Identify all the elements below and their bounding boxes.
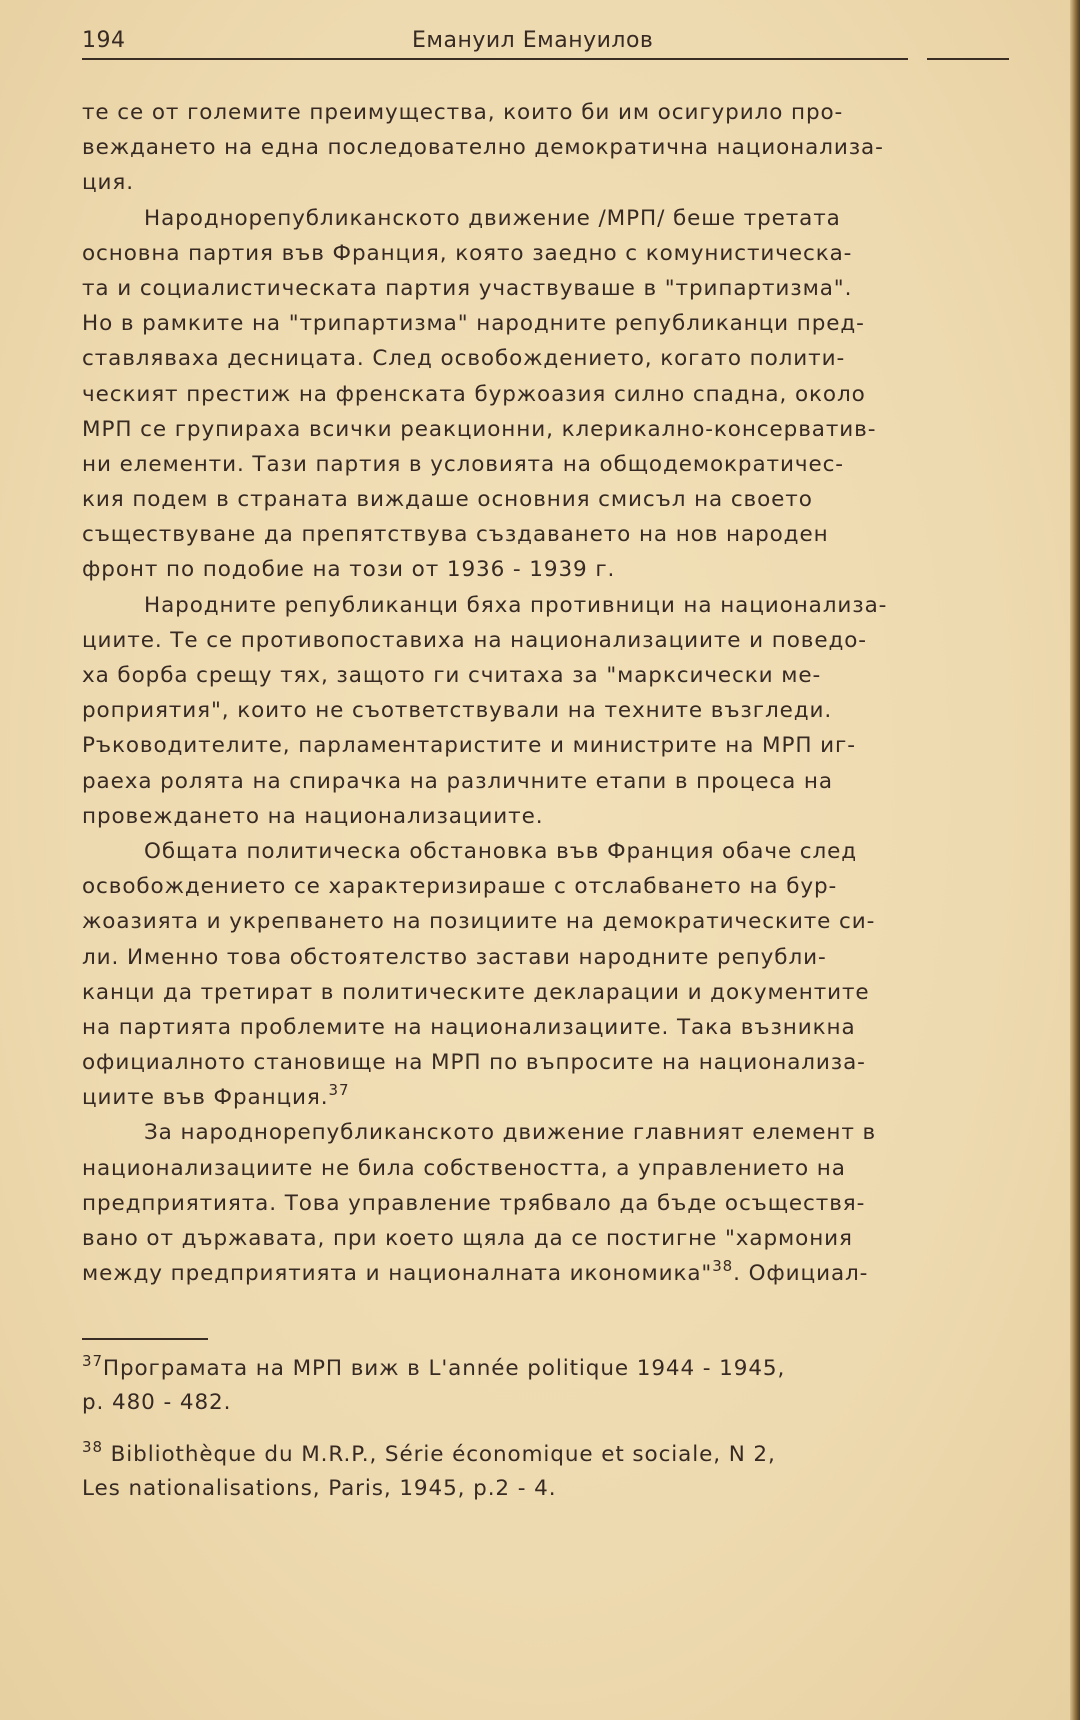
footnote-37 <box>82 1352 1020 1386</box>
footnote-text: Програмата на МРП виж в L'année politique 1944 - 1945, <box>102 1356 786 1381</box>
footnote-mark: 37 <box>82 1352 103 1370</box>
text-line: ция. <box>82 170 134 196</box>
footnote-rule <box>82 1338 208 1340</box>
text-line: вано от държавата, при което щяла да се постигне "хармония <box>82 1226 853 1251</box>
text-line: циите. Те се противопоставиха на национализациите и поведо- <box>82 627 867 653</box>
text-line: Но в рамките на "трипартизма" народните републиканци пред- <box>82 311 865 337</box>
footnote-reference-38[interactable]: 38 <box>712 1257 734 1276</box>
text-line: основна партия във Франция, която заедно с комунистическа- <box>82 240 853 266</box>
footnote-38-continued: Les nationalisations, Paris, 1945, p.2 - 4. <box>82 1476 557 1501</box>
header-rule-short <box>927 58 1009 60</box>
text-segment: циите във Франция. <box>82 1085 329 1111</box>
text-line: жоазията и укрепването на позициите на демократическите си- <box>82 909 876 935</box>
text-line: ли. Именно това обстоятелство застави народните републи- <box>82 944 827 970</box>
text-line: МРП се групираха всички реакционни, клерикално-консерватив- <box>82 416 877 442</box>
paragraph-start: Народнорепубликанското движение /МРП/ беше третата <box>144 205 841 231</box>
running-head: Емануил Емануилов <box>412 28 654 53</box>
text-line: кия подем в страната виждаше основния смисъл на своето <box>82 487 813 513</box>
paragraph-start: За народнорепубликанското движение главният елемент в <box>144 1120 877 1146</box>
text-line: провеждането на национализациите. <box>82 803 544 829</box>
text-line: веждането на една последователно демократична национализа- <box>82 135 884 161</box>
text-line: официалното становище на МРП по въпросите на национализа- <box>82 1050 866 1076</box>
page-edge-shadow <box>1070 0 1080 1720</box>
text-line: канци да третират в политическите декларации и документите <box>82 979 870 1005</box>
text-line-with-footnote <box>82 1256 1020 1291</box>
text-line: освобождението се характеризираше с отслабването на бур- <box>82 874 838 900</box>
text-line: те се от големите преимущества, които би им осигурило про- <box>82 100 844 125</box>
page-header <box>82 28 1012 62</box>
page-number: 194 <box>82 28 126 53</box>
footnotes <box>82 1352 1020 1506</box>
text-segment: между предприятията и националната икономика" <box>82 1261 713 1287</box>
text-segment: . Официал- <box>733 1261 869 1287</box>
text-line: Ръководителите, парламентаристите и министрите на МРП иг- <box>82 733 856 759</box>
text-line: на партията проблемите на национализациите. Така възникна <box>82 1014 856 1040</box>
text-line: та и социалистическата партия участвуваше в "трипартизма". <box>82 275 853 301</box>
text-line: национализациите не била собствеността, а управлението на <box>82 1155 846 1181</box>
text-line: роприятия", които не съответствували на техните възгледи. <box>82 698 833 724</box>
text-line: ха борба срещу тях, защото ги считаха за "марксически ме- <box>82 663 822 688</box>
text-line: раеха ролята на спирачка на различните етапи в процеса на <box>82 768 833 794</box>
paragraph-start: Общата политическа обстановка във Франция обаче след <box>144 838 858 864</box>
header-rule <box>82 58 908 60</box>
footnote-reference-37[interactable]: 37 <box>328 1081 350 1100</box>
text-line: фронт по подобие на този от 1936 - 1939 г. <box>82 557 616 583</box>
footnote-37-continued: p. 480 - 482. <box>82 1390 232 1415</box>
footnote-mark: 38 <box>82 1438 103 1456</box>
text-line-with-footnote <box>82 1080 1020 1115</box>
footnote-38 <box>82 1438 1020 1472</box>
text-line: ставляваха десницата. След освобождението, когато полити- <box>82 346 846 372</box>
text-line: ческият престиж на френската буржоазия силно спадна, около <box>82 381 866 407</box>
text-line: ни елементи. Тази партия в условията на общодемократичес- <box>82 451 844 477</box>
text-line: съществуване да препятствува създаването на нов народен <box>82 522 829 548</box>
paragraph-start: Народните републиканци бяха противници на национализа- <box>144 592 888 618</box>
footnote-text: Bibliothèque du M.R.P., Série économique et sociale, N 2, <box>102 1442 776 1467</box>
text-line: предприятията. Това управление трябвало да бъде осъществя- <box>82 1190 866 1216</box>
body-text <box>82 95 1020 1291</box>
